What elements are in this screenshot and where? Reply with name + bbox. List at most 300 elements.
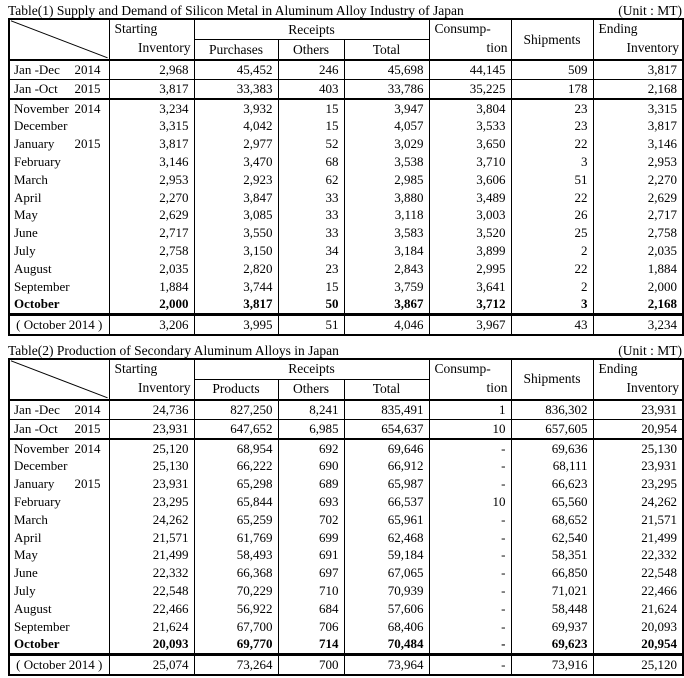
period-label: ( October 2014 ) xyxy=(16,317,103,333)
period-label: December xyxy=(14,458,68,474)
value-cell: 69,770 xyxy=(194,635,278,654)
value-cell: 66,537 xyxy=(344,493,429,511)
value-cell: 66,912 xyxy=(344,457,429,475)
value-cell: 62,468 xyxy=(344,529,429,547)
value-cell: 654,637 xyxy=(344,419,429,438)
table-row xyxy=(9,135,683,153)
table1-body xyxy=(9,60,683,335)
table2-unit-label: (Unit : MT) xyxy=(618,342,682,358)
value-cell: 43 xyxy=(511,315,593,335)
value-cell: 3,085 xyxy=(194,206,278,224)
value-cell: 689 xyxy=(278,475,344,493)
period-label: February xyxy=(14,493,61,509)
value-cell: 3,146 xyxy=(593,135,683,153)
value-cell: 21,499 xyxy=(109,546,194,564)
products-header: Products xyxy=(194,379,278,400)
value-cell: 3,234 xyxy=(593,315,683,335)
value-cell: 67,700 xyxy=(194,618,278,636)
value-cell: - xyxy=(429,582,511,600)
period-label: Jan -Oct xyxy=(14,420,58,436)
table1-caption xyxy=(8,2,682,18)
period-label: Jan -Dec xyxy=(14,62,60,77)
value-cell: 15 xyxy=(278,278,344,296)
table-row xyxy=(9,529,683,547)
row-label-cell xyxy=(9,260,109,278)
others-header: Others xyxy=(278,40,344,61)
period-label: October xyxy=(14,296,60,312)
value-cell: 66,222 xyxy=(194,457,278,475)
value-cell: 3,118 xyxy=(344,206,429,224)
value-cell: 3,817 xyxy=(194,295,278,314)
others-header: Others xyxy=(278,379,344,400)
row-label-cell xyxy=(9,400,109,419)
value-cell: 693 xyxy=(278,493,344,511)
diagonal-line-icon xyxy=(10,20,109,59)
year-label: 2014 xyxy=(74,401,101,417)
value-cell: 2,168 xyxy=(593,295,683,314)
value-cell: 3,847 xyxy=(194,189,278,207)
table1-silicon-metal xyxy=(8,18,684,336)
value-cell: 647,652 xyxy=(194,419,278,438)
period-label: February xyxy=(14,153,61,169)
receipts-header: Receipts xyxy=(194,19,429,40)
value-cell: 714 xyxy=(278,635,344,654)
value-cell: 3,947 xyxy=(344,99,429,118)
value-cell: 21,624 xyxy=(593,600,683,618)
value-cell: 2,629 xyxy=(593,189,683,207)
table1-section xyxy=(8,2,682,336)
value-cell: 20,093 xyxy=(593,618,683,636)
value-cell: 2,968 xyxy=(109,60,194,79)
period-label: November xyxy=(14,440,69,456)
value-cell: 23 xyxy=(511,117,593,135)
year-label: 2015 xyxy=(74,80,101,96)
value-cell: 70,939 xyxy=(344,582,429,600)
table-row xyxy=(9,79,683,98)
year-label: 2014 xyxy=(74,440,101,456)
value-cell: 66,368 xyxy=(194,564,278,582)
value-cell: 699 xyxy=(278,529,344,547)
table-row xyxy=(9,60,683,79)
value-cell: 3,029 xyxy=(344,135,429,153)
row-label-cell xyxy=(9,655,109,675)
value-cell: - xyxy=(429,655,511,675)
value-cell: 70,484 xyxy=(344,635,429,654)
value-cell: - xyxy=(429,529,511,547)
value-cell: 33,383 xyxy=(194,79,278,98)
value-cell: 15 xyxy=(278,99,344,118)
value-cell: 3,550 xyxy=(194,224,278,242)
value-cell: 3 xyxy=(511,153,593,171)
value-cell: - xyxy=(429,439,511,458)
value-cell: 3,583 xyxy=(344,224,429,242)
table2-secondary-aluminum xyxy=(8,358,684,676)
value-cell: 2,758 xyxy=(593,224,683,242)
row-label-cell xyxy=(9,546,109,564)
starting-inventory-header: Starting Inventory xyxy=(109,19,194,60)
ending-inventory-header: Ending Inventory xyxy=(593,19,683,60)
value-cell: 65,987 xyxy=(344,475,429,493)
value-cell: 3,184 xyxy=(344,242,429,260)
row-label-cell xyxy=(9,511,109,529)
value-cell: 22,332 xyxy=(109,564,194,582)
value-cell: 50 xyxy=(278,295,344,314)
value-cell: 22 xyxy=(511,260,593,278)
value-cell: 44,145 xyxy=(429,60,511,79)
row-label-cell xyxy=(9,278,109,296)
value-cell: 69,646 xyxy=(344,439,429,458)
value-cell: 23,931 xyxy=(593,400,683,419)
value-cell: 710 xyxy=(278,582,344,600)
value-cell: 68,652 xyxy=(511,511,593,529)
value-cell: 71,021 xyxy=(511,582,593,600)
value-cell: 692 xyxy=(278,439,344,458)
value-cell: 2,995 xyxy=(429,260,511,278)
table-row-reference xyxy=(9,655,683,675)
table2-section xyxy=(8,342,682,676)
value-cell: 3,817 xyxy=(109,135,194,153)
value-cell: 3,967 xyxy=(429,315,511,335)
value-cell: 25,130 xyxy=(593,439,683,458)
value-cell: 51 xyxy=(278,315,344,335)
value-cell: 3,538 xyxy=(344,153,429,171)
value-cell: 3,150 xyxy=(194,242,278,260)
diagonal-line-icon xyxy=(10,360,109,399)
row-label-cell xyxy=(9,600,109,618)
value-cell: 706 xyxy=(278,618,344,636)
value-cell: 69,623 xyxy=(511,635,593,654)
table-row xyxy=(9,582,683,600)
period-label: December xyxy=(14,118,68,134)
value-cell: 2,923 xyxy=(194,171,278,189)
value-cell: 3,650 xyxy=(429,135,511,153)
period-label: August xyxy=(14,260,52,276)
value-cell: 57,606 xyxy=(344,600,429,618)
row-label-cell xyxy=(9,117,109,135)
value-cell: 1,884 xyxy=(593,260,683,278)
value-cell: 2,985 xyxy=(344,171,429,189)
value-cell: 3,817 xyxy=(593,117,683,135)
value-cell: 3,489 xyxy=(429,189,511,207)
row-label-cell xyxy=(9,529,109,547)
value-cell: 33 xyxy=(278,189,344,207)
value-cell: 67,065 xyxy=(344,564,429,582)
table-row xyxy=(9,564,683,582)
value-cell: 2,820 xyxy=(194,260,278,278)
value-cell: 3,520 xyxy=(429,224,511,242)
value-cell: 22 xyxy=(511,189,593,207)
value-cell: 56,922 xyxy=(194,600,278,618)
period-label: November xyxy=(14,100,69,116)
value-cell: 2,000 xyxy=(593,278,683,296)
value-cell: 65,298 xyxy=(194,475,278,493)
year-label: 2014 xyxy=(74,62,101,77)
value-cell: 10 xyxy=(429,493,511,511)
value-cell: 2,717 xyxy=(109,224,194,242)
table-row xyxy=(9,260,683,278)
value-cell: 836,302 xyxy=(511,400,593,419)
value-cell: - xyxy=(429,600,511,618)
value-cell: 2,035 xyxy=(109,260,194,278)
value-cell: 3,817 xyxy=(109,79,194,98)
row-label-cell xyxy=(9,135,109,153)
table-row xyxy=(9,546,683,564)
value-cell: 691 xyxy=(278,546,344,564)
value-cell: 3,003 xyxy=(429,206,511,224)
table2-title: Table(2) Production of Secondary Aluminum Alloys in Japan xyxy=(8,342,339,358)
row-label-cell xyxy=(9,224,109,242)
value-cell: 58,351 xyxy=(511,546,593,564)
value-cell: - xyxy=(429,475,511,493)
value-cell: 25,074 xyxy=(109,655,194,675)
header-row-1 xyxy=(9,19,683,40)
value-cell: 65,259 xyxy=(194,511,278,529)
consumption-header: Consump- tion xyxy=(429,19,511,60)
value-cell: 3,712 xyxy=(429,295,511,314)
value-cell: 3,315 xyxy=(109,117,194,135)
value-cell: 700 xyxy=(278,655,344,675)
period-label: Jan -Dec xyxy=(14,401,60,417)
row-label-cell xyxy=(9,60,109,79)
value-cell: 24,736 xyxy=(109,400,194,419)
period-label: January xyxy=(14,136,55,152)
row-label-cell xyxy=(9,171,109,189)
receipts-header: Receipts xyxy=(194,359,429,380)
period-label: July xyxy=(14,582,36,598)
value-cell: 20,954 xyxy=(593,635,683,654)
value-cell: 3,146 xyxy=(109,153,194,171)
value-cell: 69,636 xyxy=(511,439,593,458)
value-cell: 68,111 xyxy=(511,457,593,475)
value-cell: 2,629 xyxy=(109,206,194,224)
table-row xyxy=(9,242,683,260)
value-cell: - xyxy=(429,635,511,654)
value-cell: 68,406 xyxy=(344,618,429,636)
value-cell: 3,206 xyxy=(109,315,194,335)
table-row xyxy=(9,439,683,458)
value-cell: 8,241 xyxy=(278,400,344,419)
total-header: Total xyxy=(344,40,429,61)
value-cell: 20,093 xyxy=(109,635,194,654)
value-cell: 22,466 xyxy=(593,582,683,600)
value-cell: 684 xyxy=(278,600,344,618)
value-cell: 59,184 xyxy=(344,546,429,564)
value-cell: 3,817 xyxy=(593,60,683,79)
value-cell: 2,843 xyxy=(344,260,429,278)
table-row xyxy=(9,600,683,618)
table-row xyxy=(9,400,683,419)
row-label-cell xyxy=(9,99,109,118)
value-cell: 23,931 xyxy=(109,475,194,493)
table-row-current-month xyxy=(9,635,683,654)
value-cell: 3,759 xyxy=(344,278,429,296)
row-label-cell xyxy=(9,153,109,171)
value-cell: 827,250 xyxy=(194,400,278,419)
value-cell: 58,493 xyxy=(194,546,278,564)
period-label: March xyxy=(14,171,48,187)
value-cell: 73,264 xyxy=(194,655,278,675)
row-label-cell xyxy=(9,457,109,475)
value-cell: 3,606 xyxy=(429,171,511,189)
value-cell: - xyxy=(429,618,511,636)
value-cell: 3,641 xyxy=(429,278,511,296)
year-label: 2015 xyxy=(74,420,101,436)
value-cell: 2,953 xyxy=(593,153,683,171)
period-label: Jan -Oct xyxy=(14,80,58,96)
period-label: ( October 2014 ) xyxy=(16,657,103,673)
row-label-cell xyxy=(9,618,109,636)
value-cell: 657,605 xyxy=(511,419,593,438)
value-cell: 2 xyxy=(511,278,593,296)
value-cell: 3,744 xyxy=(194,278,278,296)
row-label-cell xyxy=(9,635,109,654)
value-cell: 35,225 xyxy=(429,79,511,98)
value-cell: 24,262 xyxy=(593,493,683,511)
value-cell: 23 xyxy=(511,99,593,118)
value-cell: 20,954 xyxy=(593,419,683,438)
value-cell: 23,295 xyxy=(109,493,194,511)
value-cell: 45,698 xyxy=(344,60,429,79)
period-label: June xyxy=(14,225,38,241)
value-cell: 26 xyxy=(511,206,593,224)
value-cell: 10 xyxy=(429,419,511,438)
value-cell: 58,448 xyxy=(511,600,593,618)
purchases-header: Purchases xyxy=(194,40,278,61)
ending-inventory-header: Ending Inventory xyxy=(593,359,683,400)
value-cell: 1,884 xyxy=(109,278,194,296)
row-label-cell xyxy=(9,206,109,224)
year-label: 2014 xyxy=(74,100,101,116)
value-cell: 62,540 xyxy=(511,529,593,547)
value-cell: 23 xyxy=(278,260,344,278)
value-cell: 1 xyxy=(429,400,511,419)
value-cell: 3,995 xyxy=(194,315,278,335)
shipments-header: Shipments xyxy=(511,359,593,400)
table2-caption xyxy=(8,342,682,358)
value-cell: 15 xyxy=(278,117,344,135)
value-cell: 65,560 xyxy=(511,493,593,511)
table1-unit-label: (Unit : MT) xyxy=(618,3,682,18)
value-cell: 52 xyxy=(278,135,344,153)
shipments-header: Shipments xyxy=(511,19,593,60)
value-cell: 3 xyxy=(511,295,593,314)
value-cell: 21,571 xyxy=(593,511,683,529)
value-cell: 69,937 xyxy=(511,618,593,636)
value-cell: 25 xyxy=(511,224,593,242)
value-cell: 68 xyxy=(278,153,344,171)
value-cell: 3,315 xyxy=(593,99,683,118)
table-row xyxy=(9,493,683,511)
value-cell: 835,491 xyxy=(344,400,429,419)
year-label: 2015 xyxy=(74,476,101,492)
value-cell: - xyxy=(429,457,511,475)
table-row xyxy=(9,618,683,636)
value-cell: 3,533 xyxy=(429,117,511,135)
value-cell: 3,470 xyxy=(194,153,278,171)
value-cell: 2,168 xyxy=(593,79,683,98)
value-cell: 33 xyxy=(278,206,344,224)
period-label: September xyxy=(14,618,70,634)
value-cell: 73,964 xyxy=(344,655,429,675)
diagonal-corner-cell xyxy=(9,19,109,60)
value-cell: 3,804 xyxy=(429,99,511,118)
header-row-1 xyxy=(9,359,683,380)
value-cell: 702 xyxy=(278,511,344,529)
table-row-reference xyxy=(9,315,683,335)
period-label: October xyxy=(14,636,60,652)
value-cell: 22,548 xyxy=(593,564,683,582)
value-cell: 3,932 xyxy=(194,99,278,118)
year-label: 2015 xyxy=(74,136,101,152)
row-label-cell xyxy=(9,295,109,314)
value-cell: 23,295 xyxy=(593,475,683,493)
table-row xyxy=(9,278,683,296)
row-label-cell xyxy=(9,419,109,438)
period-label: June xyxy=(14,565,38,581)
value-cell: 22,548 xyxy=(109,582,194,600)
total-header: Total xyxy=(344,379,429,400)
period-label: January xyxy=(14,476,55,492)
diagonal-corner-cell xyxy=(9,359,109,400)
row-label-cell xyxy=(9,315,109,335)
value-cell: 2,977 xyxy=(194,135,278,153)
period-label: May xyxy=(14,547,38,563)
table-row xyxy=(9,171,683,189)
value-cell: 66,850 xyxy=(511,564,593,582)
period-label: September xyxy=(14,278,70,294)
value-cell: 178 xyxy=(511,79,593,98)
row-label-cell xyxy=(9,189,109,207)
value-cell: 697 xyxy=(278,564,344,582)
value-cell: 22,332 xyxy=(593,546,683,564)
value-cell: 24,262 xyxy=(109,511,194,529)
value-cell: 21,571 xyxy=(109,529,194,547)
value-cell: 403 xyxy=(278,79,344,98)
row-label-cell xyxy=(9,439,109,458)
period-label: July xyxy=(14,242,36,258)
value-cell: 2,000 xyxy=(109,295,194,314)
starting-inventory-header: Starting Inventory xyxy=(109,359,194,400)
value-cell: 690 xyxy=(278,457,344,475)
value-cell: 68,954 xyxy=(194,439,278,458)
period-label: April xyxy=(14,189,42,205)
value-cell: 33,786 xyxy=(344,79,429,98)
row-label-cell xyxy=(9,582,109,600)
value-cell: 51 xyxy=(511,171,593,189)
table2-body xyxy=(9,400,683,675)
table-row xyxy=(9,224,683,242)
value-cell: 3,880 xyxy=(344,189,429,207)
value-cell: 2,758 xyxy=(109,242,194,260)
value-cell: 62 xyxy=(278,171,344,189)
value-cell: 2,953 xyxy=(109,171,194,189)
value-cell: 73,916 xyxy=(511,655,593,675)
consumption-header: Consump- tion xyxy=(429,359,511,400)
value-cell: 4,046 xyxy=(344,315,429,335)
value-cell: 2,270 xyxy=(109,189,194,207)
table-row xyxy=(9,153,683,171)
value-cell: 4,042 xyxy=(194,117,278,135)
table-row xyxy=(9,419,683,438)
value-cell: 2,035 xyxy=(593,242,683,260)
row-label-cell xyxy=(9,242,109,260)
value-cell: 3,867 xyxy=(344,295,429,314)
period-label: August xyxy=(14,600,52,616)
value-cell: 23,931 xyxy=(109,419,194,438)
value-cell: 45,452 xyxy=(194,60,278,79)
value-cell: - xyxy=(429,564,511,582)
value-cell: - xyxy=(429,511,511,529)
